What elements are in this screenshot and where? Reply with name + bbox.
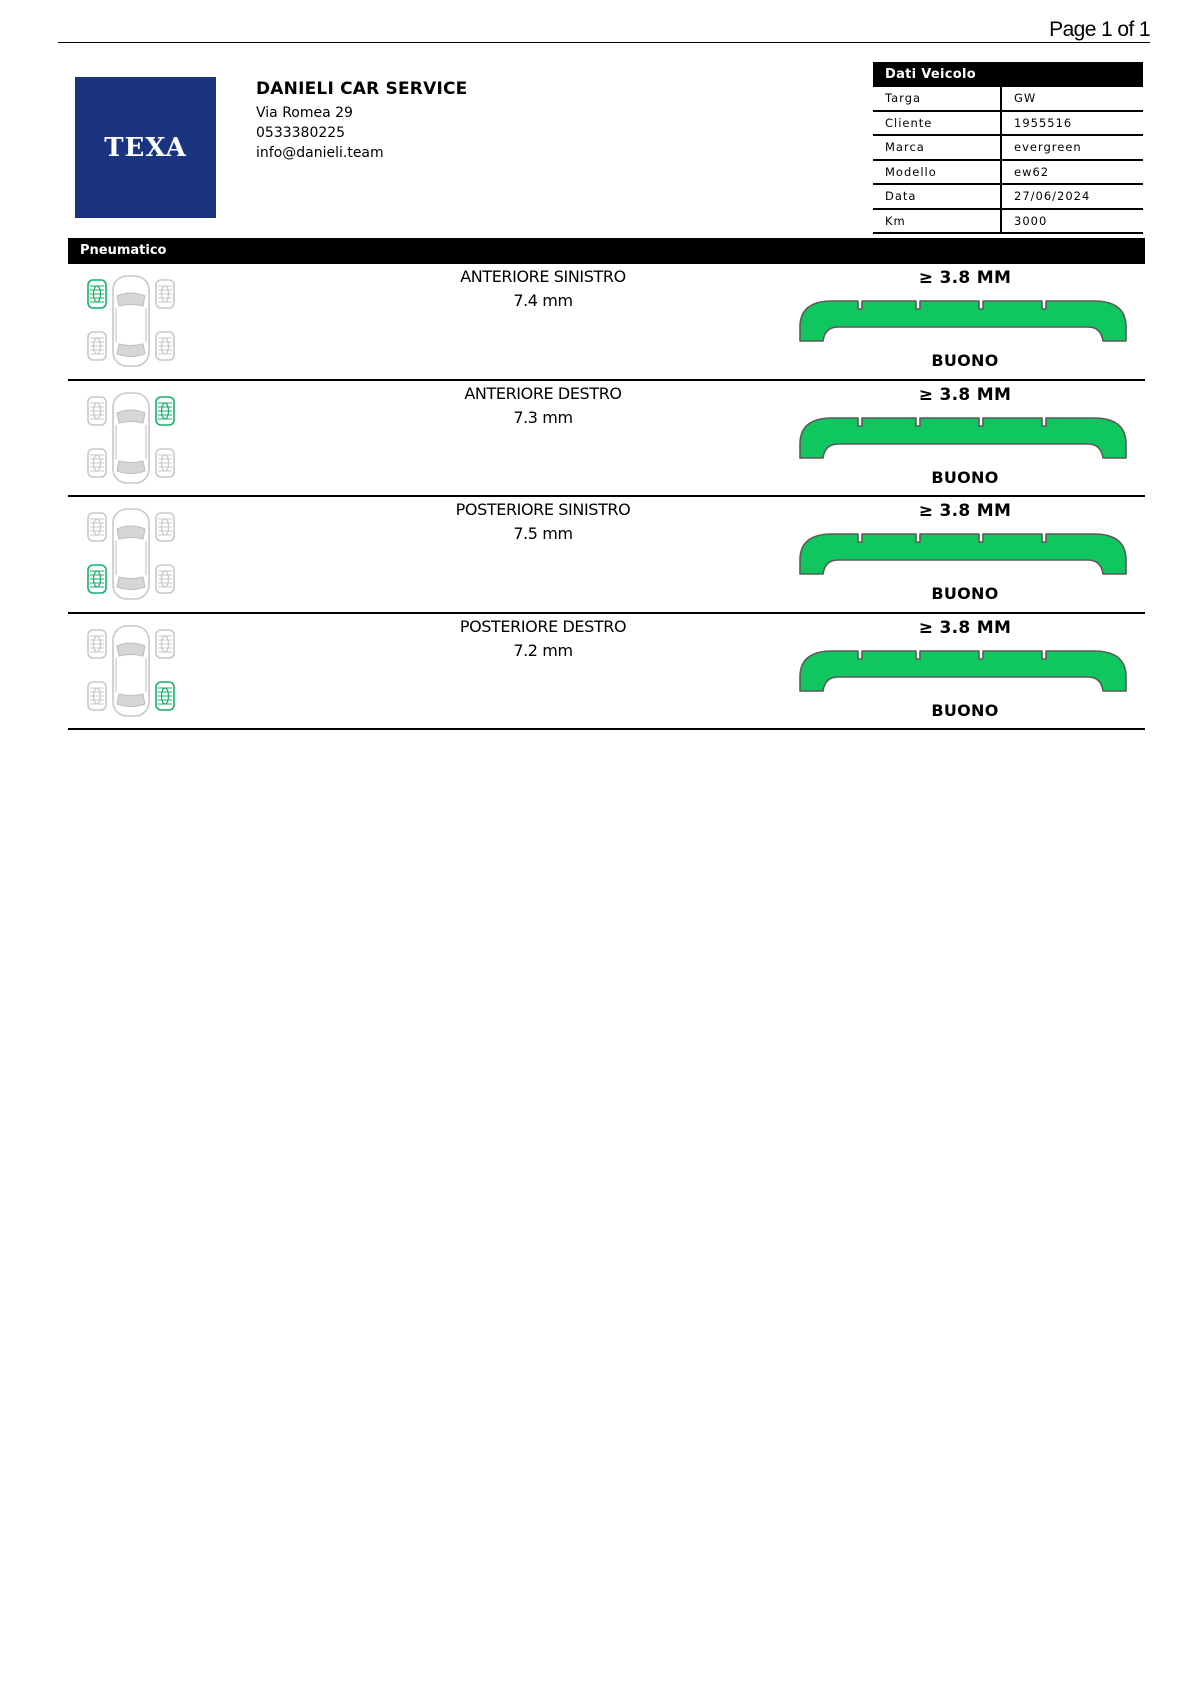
- tire-position-label: ANTERIORE SINISTRO: [460, 267, 626, 286]
- table-row: [873, 111, 1143, 136]
- row-value: GW: [1001, 87, 1143, 111]
- tire-position-label: POSTERIORE SINISTRO: [455, 500, 631, 519]
- table-row: [873, 160, 1143, 185]
- section-title-bar: Pneumatico: [68, 238, 1145, 264]
- company-address: Via Romea 29: [256, 105, 353, 121]
- tread-gauge-icon: [798, 414, 1128, 460]
- tread-gauge-icon: [798, 297, 1128, 343]
- tire-list: [68, 264, 1145, 730]
- tire-status: BUONO: [931, 351, 999, 370]
- row-value: ew62: [1001, 160, 1143, 185]
- company-phone: 0533380225: [256, 125, 346, 141]
- wheel-front-left: [88, 630, 106, 658]
- company-email: info@danieli.team: [256, 145, 384, 161]
- row-label: Data: [873, 184, 1001, 209]
- tread-profile: [800, 651, 1126, 691]
- row-value: evergreen: [1001, 135, 1143, 160]
- company-name: DANIELI CAR SERVICE: [256, 79, 468, 99]
- texa-logo: [75, 77, 216, 218]
- tire-threshold: ≥ 3.8 MM: [918, 384, 1012, 405]
- tread-profile: [800, 534, 1126, 574]
- wheel-front-left: [88, 280, 106, 308]
- row-label: Cliente: [873, 111, 1001, 136]
- wheel-rear-right: [156, 449, 174, 477]
- table-row: [873, 184, 1143, 209]
- tire-row-front-left: [68, 264, 1145, 381]
- wheel-front-left: [88, 397, 106, 425]
- vehicle-data-table: [873, 62, 1143, 234]
- wheel-rear-left: [88, 682, 106, 710]
- tire-row-rear-left: [68, 497, 1145, 614]
- tread-gauge-icon: [798, 530, 1128, 576]
- car-top-view-icon: [86, 507, 176, 601]
- tire-depth-value: 7.2 mm: [513, 640, 573, 660]
- wheel-front-right: [156, 630, 174, 658]
- tread-gauge-icon: [798, 647, 1128, 693]
- wheel-front-right: [156, 513, 174, 541]
- row-label: Marca: [873, 135, 1001, 160]
- vehicle-table-title: Dati Veicolo: [873, 62, 1143, 87]
- wheel-rear-left: [88, 449, 106, 477]
- tire-position-label: POSTERIORE DESTRO: [459, 616, 627, 636]
- wheel-rear-right: [156, 565, 174, 593]
- wheel-front-right: [156, 280, 174, 308]
- row-label: Modello: [873, 160, 1001, 185]
- wheel-front-right: [156, 397, 174, 425]
- wheel-rear-right: [156, 332, 174, 360]
- row-value: 3000: [1001, 209, 1143, 234]
- tire-threshold: ≥ 3.8 MM: [918, 268, 1012, 288]
- tire-depth-value: 7.3 mm: [513, 407, 573, 427]
- wheel-rear-right: [156, 682, 174, 710]
- table-row: [873, 135, 1143, 160]
- tire-position-label: ANTERIORE DESTRO: [464, 383, 622, 403]
- car-top-view-icon: [86, 274, 176, 368]
- table-row: [873, 87, 1143, 111]
- car-body: [113, 509, 149, 599]
- car-top-view-icon: [86, 624, 176, 718]
- tire-status: BUONO: [931, 700, 999, 720]
- tire-depth-value: 7.4 mm: [513, 291, 573, 310]
- tire-threshold: ≥ 3.8 MM: [918, 617, 1012, 638]
- car-body: [113, 393, 149, 483]
- tire-row-front-right: [68, 381, 1145, 498]
- table-row: [873, 209, 1143, 234]
- wheel-rear-left: [88, 332, 106, 360]
- logo-text: TEXA: [104, 132, 187, 163]
- tire-row-rear-right: [68, 614, 1145, 731]
- company-info: [256, 79, 467, 163]
- row-value: 27/06/2024: [1001, 184, 1143, 209]
- page-rule: [58, 42, 1150, 43]
- tire-status: BUONO: [931, 467, 999, 487]
- tire-threshold: ≥ 3.8 MM: [918, 501, 1012, 521]
- car-body: [113, 626, 149, 716]
- page-label: Page 1 of 1: [1049, 18, 1150, 41]
- car-top-view-icon: [86, 391, 176, 485]
- row-label: Targa: [873, 87, 1001, 111]
- wheel-front-left: [88, 513, 106, 541]
- row-label: Km: [873, 209, 1001, 234]
- tire-status: BUONO: [931, 584, 999, 603]
- tire-depth-value: 7.5 mm: [513, 524, 573, 543]
- car-body: [113, 276, 149, 366]
- row-value: 1955516: [1001, 111, 1143, 136]
- tread-profile: [800, 301, 1126, 341]
- wheel-rear-left: [88, 565, 106, 593]
- tread-profile: [800, 418, 1126, 458]
